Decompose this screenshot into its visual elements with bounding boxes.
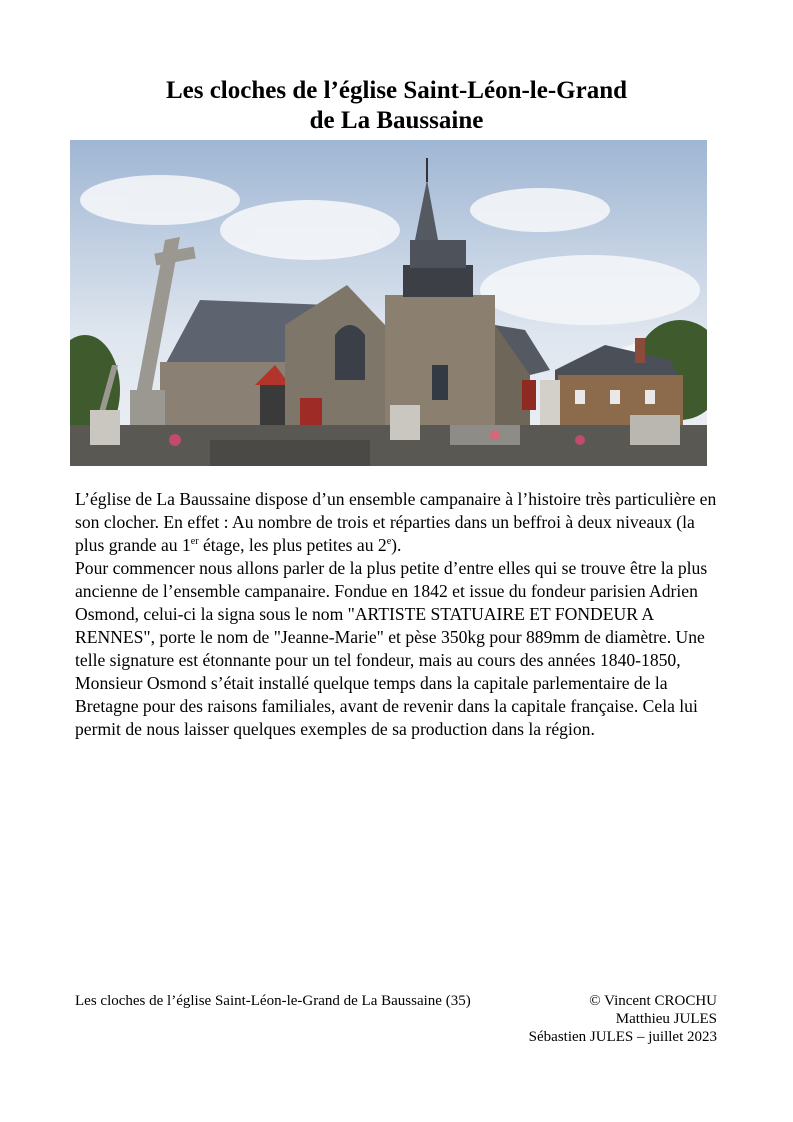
credit-line-2: Matthieu JULES	[615, 1011, 717, 1027]
footer-document-title: Les cloches de l’église Saint-Léon-le-Grand de La Baussaine (35)	[75, 993, 471, 1009]
paragraph-1-part-b: étage, les plus petites au 2	[198, 535, 387, 555]
ordinal-sup-2: e	[386, 536, 392, 547]
credit-line-1: © Vincent CROCHU	[589, 993, 717, 1009]
paragraph-2: Pour commencer nous allons parler de la plus petite d’entre elles qui se trouve être la plus ancienne de l’ensemble campanaire. Fondue en 1842 et issue du fondeur parisien Adrien Osmond, celui-ci la signa sous le nom "ARTISTE STATUAIRE ET FONDEUR A RENNES", porte le nom de "Jeanne-Marie" et pèse 350kg pour 889mm de diamètre. Une telle signature est étonnante pour un tel fondeur, mais au cours des années 1840-1850, Monsieur Osmond s’était installé quelque temps dans la capitale parlementaire de la Bretagne pour des raisons familiales, avant de revenir dans la capitale française. Cela lui permit de nous laisser quelques exemples de sa production dans la région.	[75, 558, 708, 739]
body-text	[75, 488, 720, 741]
ordinal-sup-1: er	[190, 536, 199, 547]
paragraph-1-part-a: L’église de La Baussaine dispose d’un ensemble campanaire à l’histoire très particulière en son clocher. En effet : Au nombre de trois et réparties dans un beffroi à deux niveaux (la plus grande au 1	[75, 489, 717, 555]
paragraph-1-part-c: ).	[391, 535, 402, 555]
title-line-2: de La Baussaine	[309, 107, 484, 134]
title-line-1: Les cloches de l’église Saint-Léon-le-Grand	[165, 77, 628, 104]
church-photo	[70, 140, 707, 466]
paragraph-1	[75, 488, 720, 557]
footer-credits	[529, 992, 717, 1046]
credit-line-3: Sébastien JULES – juillet 2023	[528, 1029, 717, 1045]
church-illustration	[70, 140, 707, 466]
page-title	[0, 76, 793, 136]
